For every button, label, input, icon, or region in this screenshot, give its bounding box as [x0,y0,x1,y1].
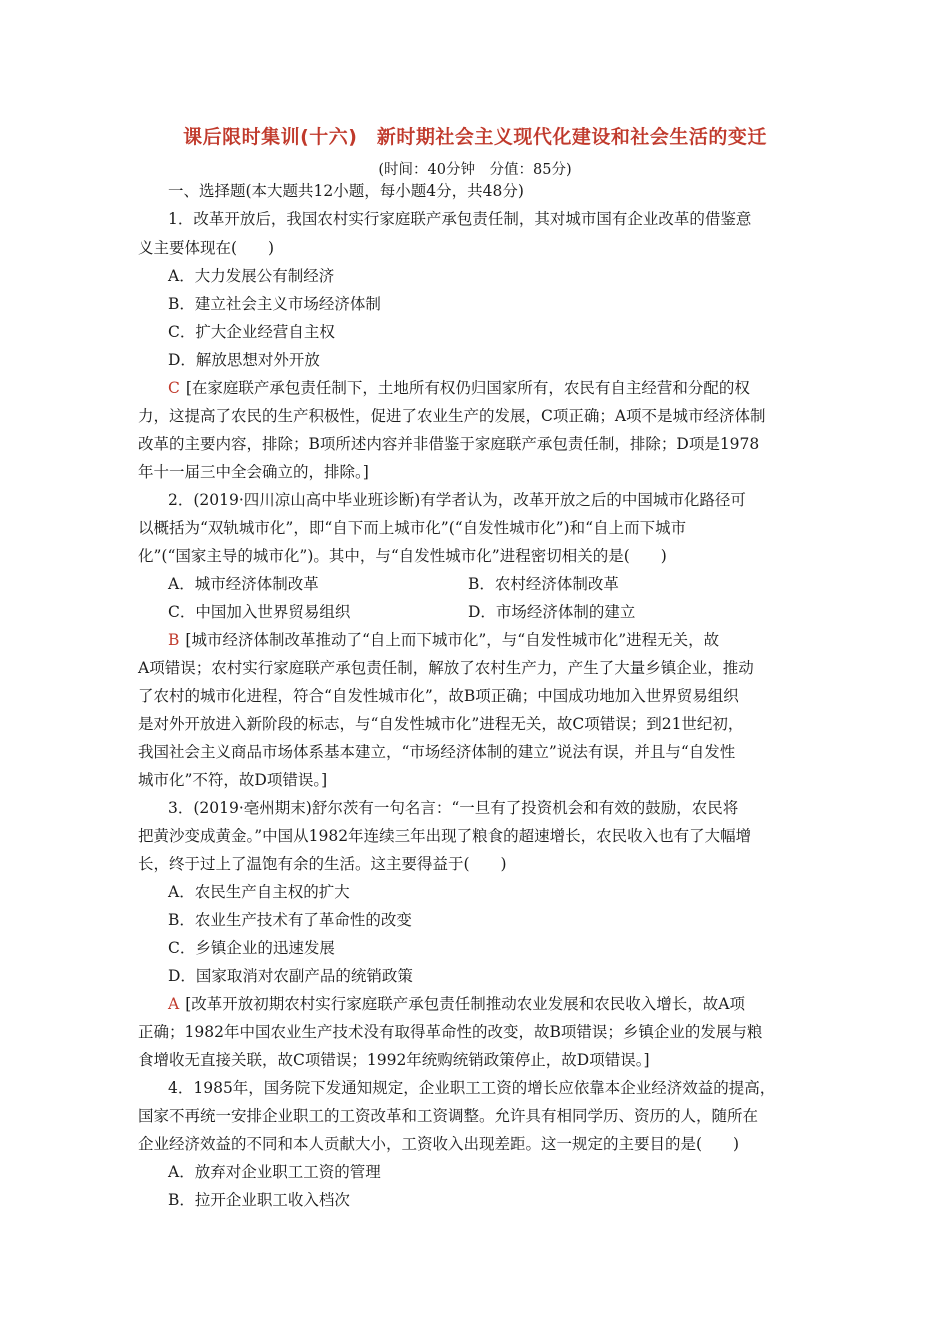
q2-stem-line: 2．(2019·四川凉山高中毕业班诊断)有学者认为，改革开放之后的中国城市化路径可 [168,491,746,509]
q4-option-a: A．放弃对企业职工工资的管理 [168,1163,381,1181]
q2-explanation-line: 是对外开放进入新阶段的标志，与“自发性城市化”进程无关，故C项错误；到21世纪初， [138,715,744,733]
q2-option-d: D．市场经济体制的建立 [468,603,636,621]
q2-option-c: C．中国加入世界贸易组织 [168,603,351,621]
q3-answer: A [168,995,180,1013]
q2-option-a: A．城市经济体制改革 [168,575,319,593]
q3-option-d: D．国家取消对农副产品的统销政策 [168,967,413,985]
q1-option-d: D．解放思想对外开放 [168,351,320,369]
q2-explanation-line: A项错误；农村实行家庭联产承包责任制，解放了农村生产力，产生了大量乡镇企业，推动 [138,659,754,677]
q1-stem-line: 1．改革开放后，我国农村实行家庭联产承包责任制，其对城市国有企业改革的借鉴意 [168,210,752,228]
q1-answer: C [168,379,180,397]
q4-stem-line: 企业经济效益的不同和本人贡献大小，工资收入出现差距。这一规定的主要目的是( ) [138,1135,740,1153]
q3-option-c: C．乡镇企业的迅速发展 [168,939,335,957]
q3-option-a: A．农民生产自主权的扩大 [168,883,350,901]
q1-explanation-line: C [在家庭联产承包责任制下，土地所有权仍归国家所有，农民有自主经营和分配的权 [168,379,750,397]
q2-explanation-line: B [城市经济体制改革推动了“自上而下城市化”，与“自发性城市化”进程无关，故 [168,631,720,649]
q4-option-b: B．拉开企业职工收入档次 [168,1191,350,1209]
section-heading: 一、选择题(本大题共12小题，每小题4分，共48分) [168,182,524,200]
q2-explanation-line: 了农村的城市化进程，符合“自发性城市化”，故B项正确；中国成功地加入世界贸易组织 [138,687,739,705]
q2-stem-line: 化”(“国家主导的城市化”)。其中，与“自发性城市化”进程密切相关的是( ) [138,547,667,565]
q1-explanation-line: 年十一届三中全会确立的，排除。] [138,463,369,481]
q2-explanation-line: 城市化”不符，故D项错误。] [138,771,328,789]
q1-explanation-line: 力，这提高了农民的生产积极性，促进了农业生产的发展，C项正确；A项不是城市经济体制 [138,407,766,425]
q2-explanation-line: 我国社会主义商品市场体系基本建立，“市场经济体制的建立”说法有误，并且与“自发性 [138,743,736,761]
q4-stem-line: 4．1985年，国务院下发通知规定，企业职工工资的增长应依靠本企业经济效益的提高， [168,1079,776,1097]
document-title: 课后限时集训(十六) 新时期社会主义现代化建设和社会生活的变迁 [183,126,767,148]
q3-explanation-line: A [改革开放初期农村实行家庭联产承包责任制推动农业发展和农民收入增长，故A项 [168,995,745,1013]
q2-stem-line: 以概括为“双轨城市化”，即“自下而上城市化”(“自发性城市化”)和“自上而下城市 [138,519,687,537]
q1-stem-line: 义主要体现在( ) [138,239,275,257]
q3-explanation-line: 食增收无直接关联，故C项错误；1992年统购统销政策停止，故D项错误。] [138,1051,650,1069]
q1-explanation-line: 改革的主要内容，排除；B项所述内容并非借鉴于家庭联产承包责任制，排除；D项是1978 [138,435,760,453]
q3-stem-line: 把黄沙变成黄金。”中国从1982年连续三年出现了粮食的超速增长，农民收入也有了大幅增 [138,827,752,845]
q3-explanation-line: 正确；1982年中国农业生产技术没有取得革命性的改变，故B项错误；乡镇企业的发展与粮 [138,1023,763,1041]
q3-stem-line: 长，终于过上了温饱有余的生活。这主要得益于( ) [138,855,507,873]
q4-stem-line: 国家不再统一安排企业职工的工资改革和工资调整。允许具有相同学历、资历的人，随所在 [138,1107,759,1125]
q1-option-a: A．大力发展公有制经济 [168,267,335,285]
time-score-info: (时间：40分钟 分值：85分) [378,162,572,178]
q1-option-b: B．建立社会主义市场经济体制 [168,295,381,313]
q2-option-b: B．农村经济体制改革 [468,575,619,593]
q2-answer: B [168,631,180,649]
q3-stem-line: 3．(2019·亳州期末)舒尔茨有一句名言：“一旦有了投资机会和有效的鼓励，农民将 [168,799,739,817]
q1-option-c: C．扩大企业经营自主权 [168,323,335,341]
q3-option-b: B．农业生产技术有了革命性的改变 [168,911,412,929]
